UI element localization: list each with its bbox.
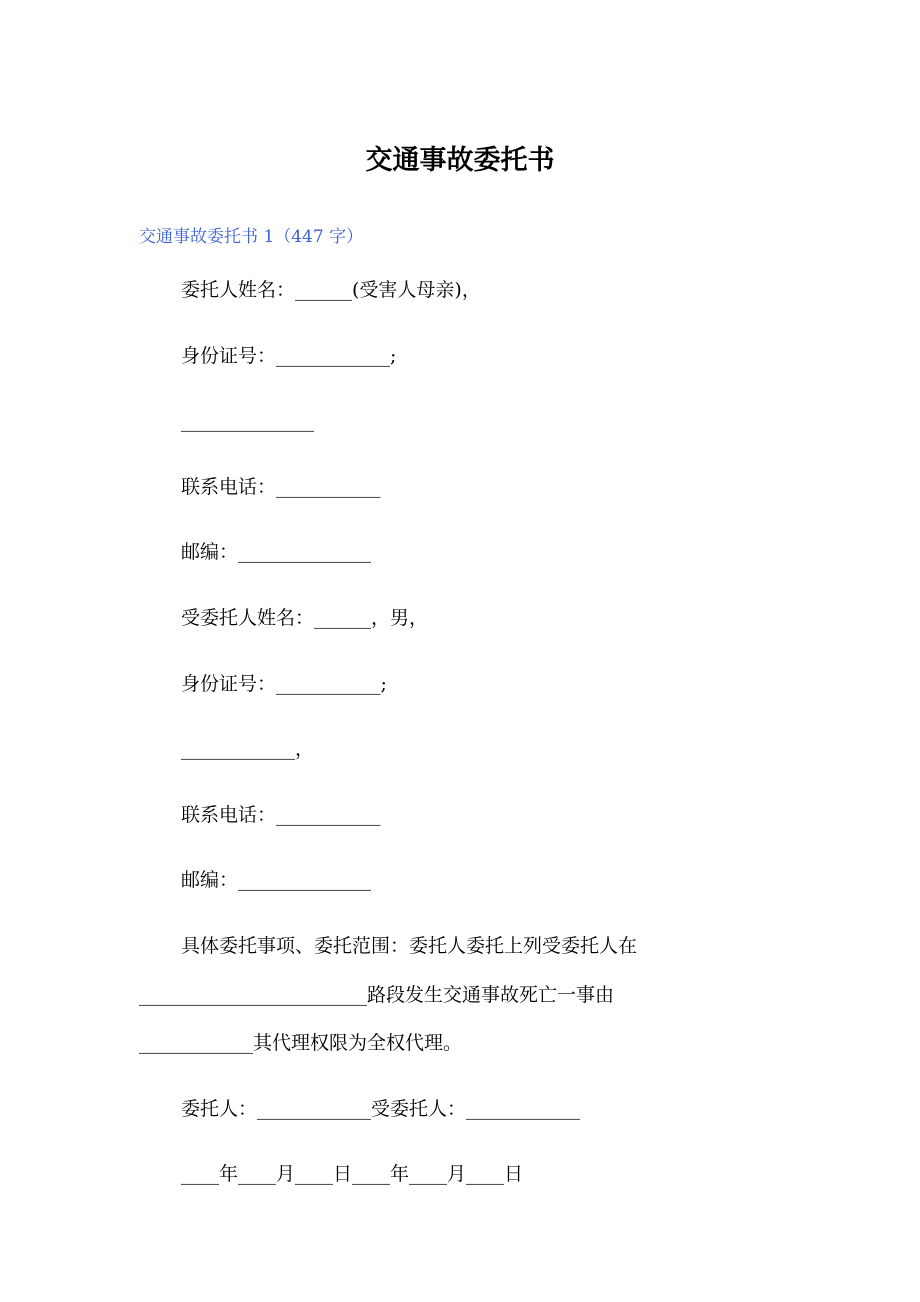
agent-id-line: 身份证号：___________; (181, 673, 387, 695)
scope-paragraph-line-2: ________________________路段发生交通事故死亡一事由 (139, 984, 615, 1006)
signature-line: 委托人：____________受委托人：____________ (181, 1098, 581, 1120)
document-title: 交通事故委托书 (365, 145, 555, 176)
agent-name-line: 受委托人姓名：______，男， (181, 607, 429, 629)
principal-phone-line: 联系电话：___________ (181, 476, 381, 498)
agent-address-line: ____________， (181, 738, 315, 760)
date-line: ____年____月____日____年____月____日 (181, 1163, 524, 1185)
agent-phone-line: 联系电话：___________ (181, 804, 381, 826)
principal-name-line: 委托人姓名：______(受害人母亲)， (181, 279, 481, 301)
scope-paragraph-line-3: ____________其代理权限为全权代理。 (139, 1032, 463, 1054)
agent-postcode-line: 邮编：______________ (181, 869, 372, 891)
principal-address-line: ______________ (181, 410, 314, 432)
principal-id-line: 身份证号：____________; (181, 345, 397, 367)
principal-postcode-line: 邮编：______________ (181, 541, 372, 563)
section-heading: 交通事故委托书 1（447 字） (139, 227, 364, 247)
scope-paragraph-line-1: 具体委托事项、委托范围：委托人委托上列受委托人在 (181, 935, 638, 957)
